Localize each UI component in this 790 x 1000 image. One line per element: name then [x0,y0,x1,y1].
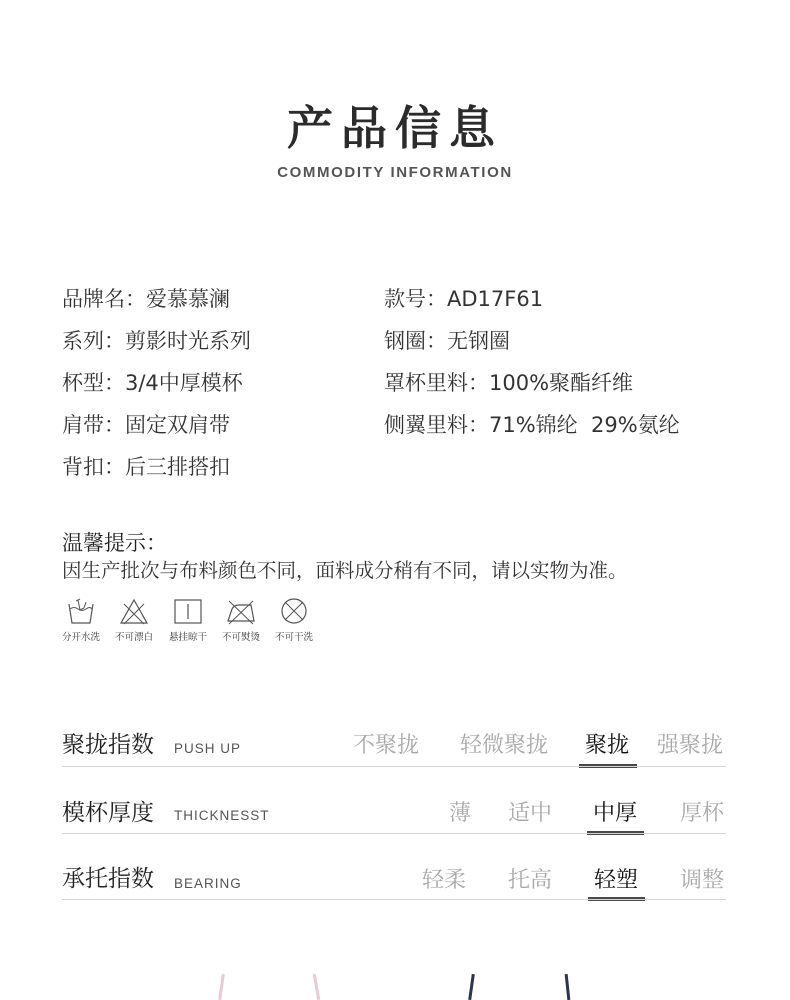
row-divider [62,766,726,767]
spec-value: 固定双肩带 [125,413,230,437]
thickness-option-selected: 中厚 [592,801,637,826]
spec-cup-lining [384,370,633,396]
product-strap-pink [218,974,225,1000]
spec-label: 肩带： [62,413,125,437]
care-item [163,596,213,643]
spec-back-hook [62,454,230,480]
product-strap-navy [565,974,571,1000]
row-divider [62,833,726,834]
bearing-option: 调整 [679,868,724,893]
bearing-option: 轻柔 [421,868,466,893]
care-label: 不可漂白 [114,632,153,643]
bearing-option-selected: 轻塑 [593,868,638,893]
spec-label: 杯型： [62,371,125,395]
spec-cup-type [62,370,243,396]
spec-value: 剪影时光系列 [125,329,251,353]
pushup-option: 轻微聚拢 [459,733,548,758]
bearing-sub: BEARING [174,876,242,891]
spec-model-number [384,286,543,312]
notice-text: 因生产批次与布料颜色不同，面料成分稍有不同，请以实物为准。 [62,559,628,582]
spec-value: 无钢圈 [447,329,510,353]
care-label: 不可干洗 [274,632,313,643]
care-item [56,596,106,643]
spec-brand [62,286,230,312]
spec-label: 系列： [62,329,125,353]
spec-value: 3/4中厚模杯 [125,371,243,395]
row-divider [62,899,726,900]
care-item [216,596,266,643]
hang-dry-icon [172,596,204,626]
spec-value: 71%锦纶 29%氨纶 [489,413,680,437]
thickness-option: 厚杯 [679,801,724,826]
notice-title: 温馨提示： [62,531,167,555]
pushup-label: 聚拢指数 [62,732,154,758]
spec-value: AD17F61 [447,287,544,311]
thickness-option: 适中 [507,801,552,826]
bearing-option: 托高 [507,868,552,893]
spec-label: 背扣： [62,455,125,479]
thickness-sub: THICKNESST [174,808,270,823]
care-item [269,596,319,643]
spec-label: 罩杯里料： [384,371,489,395]
pushup-option-selected: 聚拢 [584,733,629,758]
care-item [109,596,159,643]
spec-value: 100%聚酯纤维 [489,371,634,395]
thickness-label: 模杯厚度 [62,800,154,826]
pushup-option: 强聚拢 [656,733,723,758]
product-strap-navy [468,974,475,1000]
care-label: 不可熨烫 [221,632,260,643]
page-title: 产品信息 [287,101,503,155]
pushup-sub: PUSH UP [174,741,242,756]
spec-label: 品牌名： [62,287,146,311]
spec-value: 后三排搭扣 [125,455,230,479]
spec-series [62,328,251,354]
hand-wash-icon [65,596,97,626]
care-label: 悬挂晾干 [168,632,207,643]
spec-label: 钢圈： [384,329,447,353]
no-bleach-icon [118,596,150,626]
spec-label: 款号： [384,287,447,311]
spec-strap [62,412,230,438]
page-subtitle: COMMODITY INFORMATION [277,164,513,181]
product-strap-pink [313,974,320,1000]
spec-label: 侧翼里料： [384,413,489,437]
no-dry-clean-icon [278,596,310,626]
spec-underwire [384,328,510,354]
pushup-option: 不聚拢 [352,733,419,758]
spec-side-lining [384,412,680,438]
spec-value: 爱慕慕澜 [146,287,230,311]
thickness-option: 薄 [448,801,471,826]
care-label: 分开水洗 [61,632,100,643]
no-iron-icon [225,596,257,626]
bearing-label: 承托指数 [62,866,154,892]
